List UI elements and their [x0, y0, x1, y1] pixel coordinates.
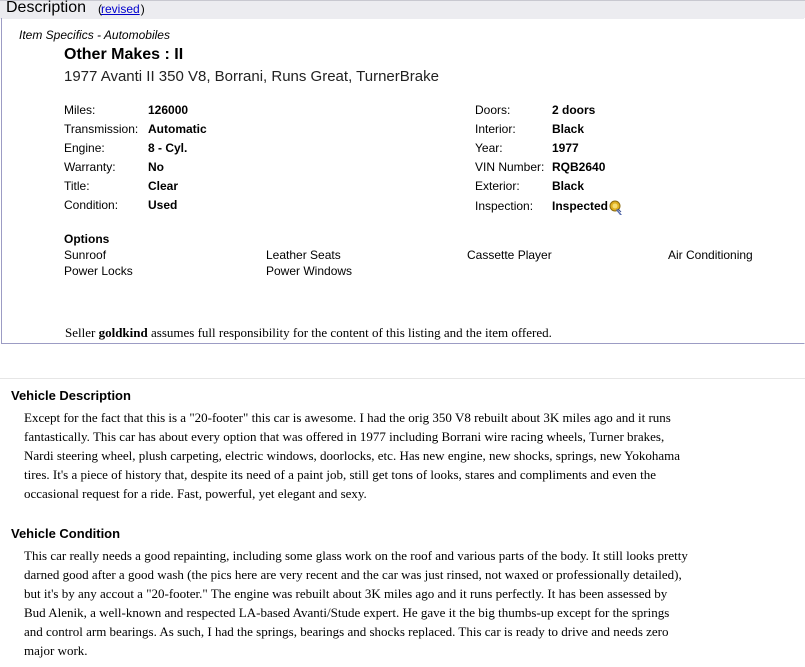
option-item: Power Windows	[266, 264, 353, 278]
paragraph-line: Except for the fact that this is a "20-footer" this car is awesome. I had the orig 350 V8 rebuilt about 3K miles ago and it runs	[24, 410, 671, 425]
option-item: Sunroof	[64, 248, 107, 262]
section-divider	[0, 378, 805, 379]
item-specifics-title: Item Specifics - Automobiles	[19, 28, 170, 42]
vehicle-condition-body	[24, 546, 794, 660]
spec-value-warranty: No	[148, 160, 164, 174]
paragraph-line: but it's by any accout a "20-footer." The engine was rebuilt about 3K miles ago and it runs perfectly. It has been assessed by	[24, 586, 668, 601]
spec-label-engine: Engine:	[64, 141, 105, 155]
spec-label-title: Title:	[64, 179, 90, 193]
vehicle-condition-heading: Vehicle Condition	[11, 526, 121, 541]
options-title: Options	[64, 232, 110, 246]
listing-title: 1977 Avanti II 350 V8, Borrani, Runs Great, TurnerBrake	[64, 68, 439, 85]
vehicle-description-body	[24, 408, 794, 503]
spec-value-inspection-wrap	[552, 199, 623, 214]
spec-value-vin: RQB2640	[552, 160, 606, 174]
spec-label-year: Year:	[475, 141, 503, 155]
spec-label-interior: Interior:	[475, 122, 516, 136]
vehicle-description-heading: Vehicle Description	[11, 388, 131, 403]
spec-label-warranty: Warranty:	[64, 160, 116, 174]
spec-value-interior: Black	[552, 122, 585, 136]
paragraph-line: Nardi steering wheel, plush carpeting, electric windows, doorlocks, etc. Has new engine, new shocks, springs, new Yokohama	[24, 448, 680, 463]
seller-suffix: assumes full responsibility for the content of this listing and the item offered.	[147, 325, 552, 340]
seller-prefix: Seller	[65, 325, 99, 340]
paragraph-line: Bud Alenik, a well-known and respected LA-based Avanti/Stude expert. He gave it the big thumbs-up except for the springs	[24, 605, 670, 620]
spec-value-transmission: Automatic	[148, 122, 207, 136]
paragraph-line: occasional request for a ride. Fast, powerful, yet elegant and sexy.	[24, 486, 367, 501]
spec-value-title: Clear	[148, 179, 179, 193]
spec-label-vin: VIN Number:	[475, 160, 545, 174]
spec-label-transmission: Transmission:	[64, 122, 139, 136]
description-header: Description ( ) revised	[0, 0, 805, 19]
paragraph-line: This car really needs a good repainting, including some glass work on the roof and various parts of the body. It still looks pretty	[24, 548, 688, 563]
paragraph-line: fantastically. This car has about every option that was offered in 1977 including Borrani wire racing wheels, Turner brakes,	[24, 429, 665, 444]
spec-value-year: 1977	[552, 141, 579, 155]
paragraph-line: and control arm bearings. As such, I had the springs, bearings and shocks replaced. This car is ready to drive and needs zero	[24, 624, 669, 639]
item-specifics-box	[1, 18, 805, 344]
spec-value-inspection: Inspected	[552, 199, 609, 213]
option-item: Power Locks	[64, 264, 133, 278]
description-title: Description	[6, 0, 87, 16]
make-line: Other Makes : II	[64, 46, 184, 63]
spec-label-condition: Condition:	[64, 198, 119, 212]
spec-label-miles: Miles:	[64, 103, 96, 117]
paragraph-line: major work.	[24, 643, 88, 658]
paragraph-line: tires. It's a piece of history that, despite its need of a paint job, still get tons of looks, stares and compliments and even the	[24, 467, 656, 482]
spec-value-miles: 126000	[148, 103, 189, 117]
spec-value-engine: 8 - Cyl.	[148, 141, 188, 155]
spec-label-doors: Doors:	[475, 103, 511, 117]
paragraph-line: darned good after a good wash (the pics here are very recent and the car was just rinsed, not waxed or professionally detailed),	[24, 567, 682, 582]
option-item: Air Conditioning	[668, 248, 753, 262]
option-item: Leather Seats	[266, 248, 341, 262]
spec-label-exterior: Exterior:	[475, 179, 520, 193]
option-item: Cassette Player	[467, 248, 552, 262]
inspection-ribbon-icon[interactable]	[609, 200, 623, 214]
revised-link[interactable]: revised	[101, 2, 140, 16]
seller-responsibility-note	[65, 325, 552, 341]
spec-label-inspection: Inspection:	[475, 199, 534, 213]
spec-value-condition: Used	[148, 198, 178, 212]
spec-value-exterior: Black	[552, 179, 585, 193]
seller-name: goldkind	[98, 325, 148, 340]
spec-value-doors: 2 doors	[552, 103, 596, 117]
